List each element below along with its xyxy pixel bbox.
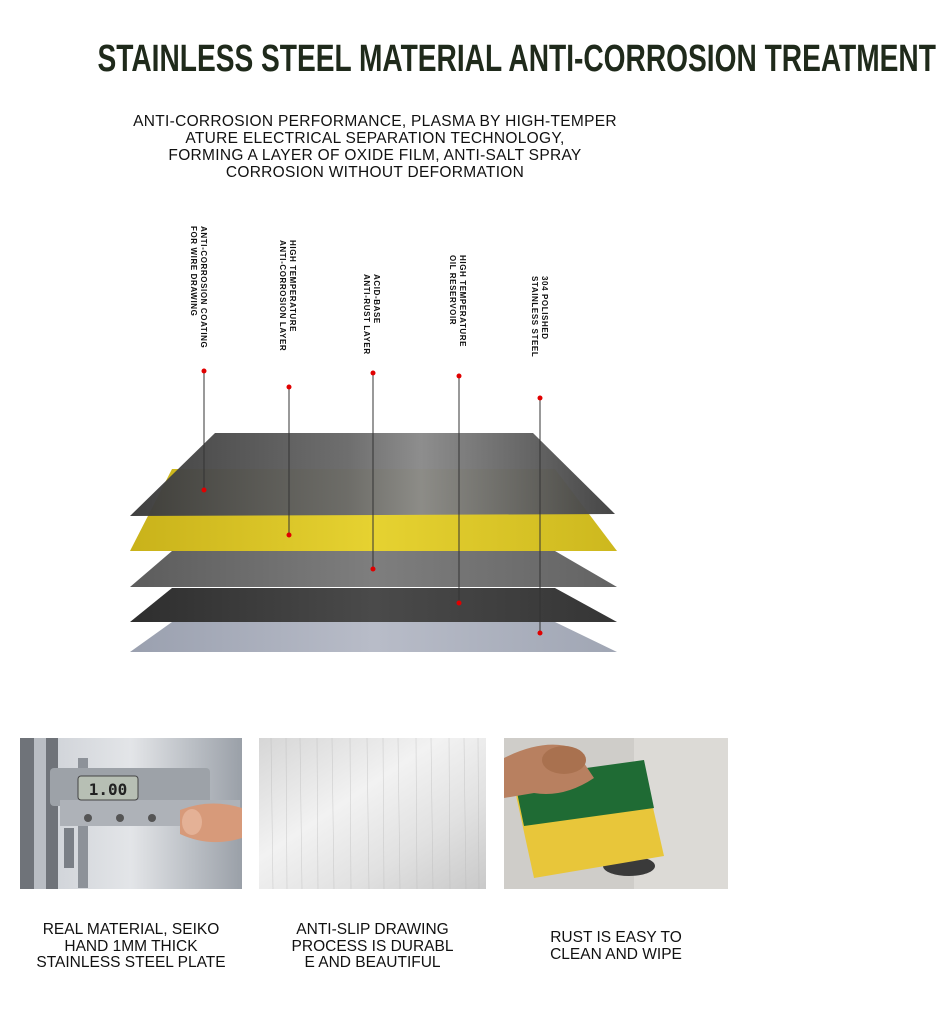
- caliper-photo: [20, 738, 242, 889]
- layer-304-stainless-steel: [130, 622, 617, 652]
- sponge-cleaning-photo: [504, 738, 728, 889]
- layer-oil-reservoir: [130, 588, 617, 622]
- layer-label-coating: ANTI-CORROSION COATING FOR WIRE DRAWING: [189, 226, 208, 349]
- layer-label-304-steel: 304 POLISHED STAINLESS STEEL: [530, 276, 549, 358]
- caliper-readout: 1.00: [88, 780, 128, 799]
- marker-dot: [457, 374, 462, 379]
- marker-dot: [287, 533, 292, 538]
- marker-dot: [371, 371, 376, 376]
- caption-anti-slip: ANTI-SLIP DRAWING PROCESS IS DURABL E AND BEAUTIFUL: [291, 921, 454, 971]
- marker-dot: [538, 631, 543, 636]
- description-line: FORMING A LAYER OF OXIDE FILM, ANTI-SALT SPRAY: [168, 147, 582, 164]
- caption-real-material: REAL MATERIAL, SEIKO HAND 1MM THICK STAINLESS STEEL PLATE: [36, 921, 226, 971]
- marker-dot: [371, 567, 376, 572]
- layer-label-high-temp-anticorrosion: HIGH TEMPERATURE ANTI-CORROSION LAYER: [278, 240, 297, 352]
- marker-dot: [287, 385, 292, 390]
- caption-rust-easy-clean: RUST IS EASY TO CLEAN AND WIPE: [550, 929, 682, 963]
- marker-dot: [202, 488, 207, 493]
- brushed-steel-photo: [259, 738, 486, 889]
- layer-label-oil-reservoir: HIGH TEMPERATURE OIL RESERVOIR: [448, 255, 467, 348]
- marker-dot: [202, 369, 207, 374]
- description-line: ANTI-CORROSION PERFORMANCE, PLASMA BY HIGH-TEMPER: [133, 113, 617, 130]
- marker-dot: [457, 601, 462, 606]
- page-title: STAINLESS STEEL MATERIAL ANTI-CORROSION TREATMENT: [97, 38, 936, 80]
- description-line: CORROSION WITHOUT DEFORMATION: [225, 164, 525, 181]
- layer-label-acid-base: ACID-BASE ANTI-RUST LAYER: [362, 274, 381, 355]
- marker-dot: [538, 396, 543, 401]
- description-line: ATURE ELECTRICAL SEPARATION TECHNOLOGY,: [185, 130, 565, 147]
